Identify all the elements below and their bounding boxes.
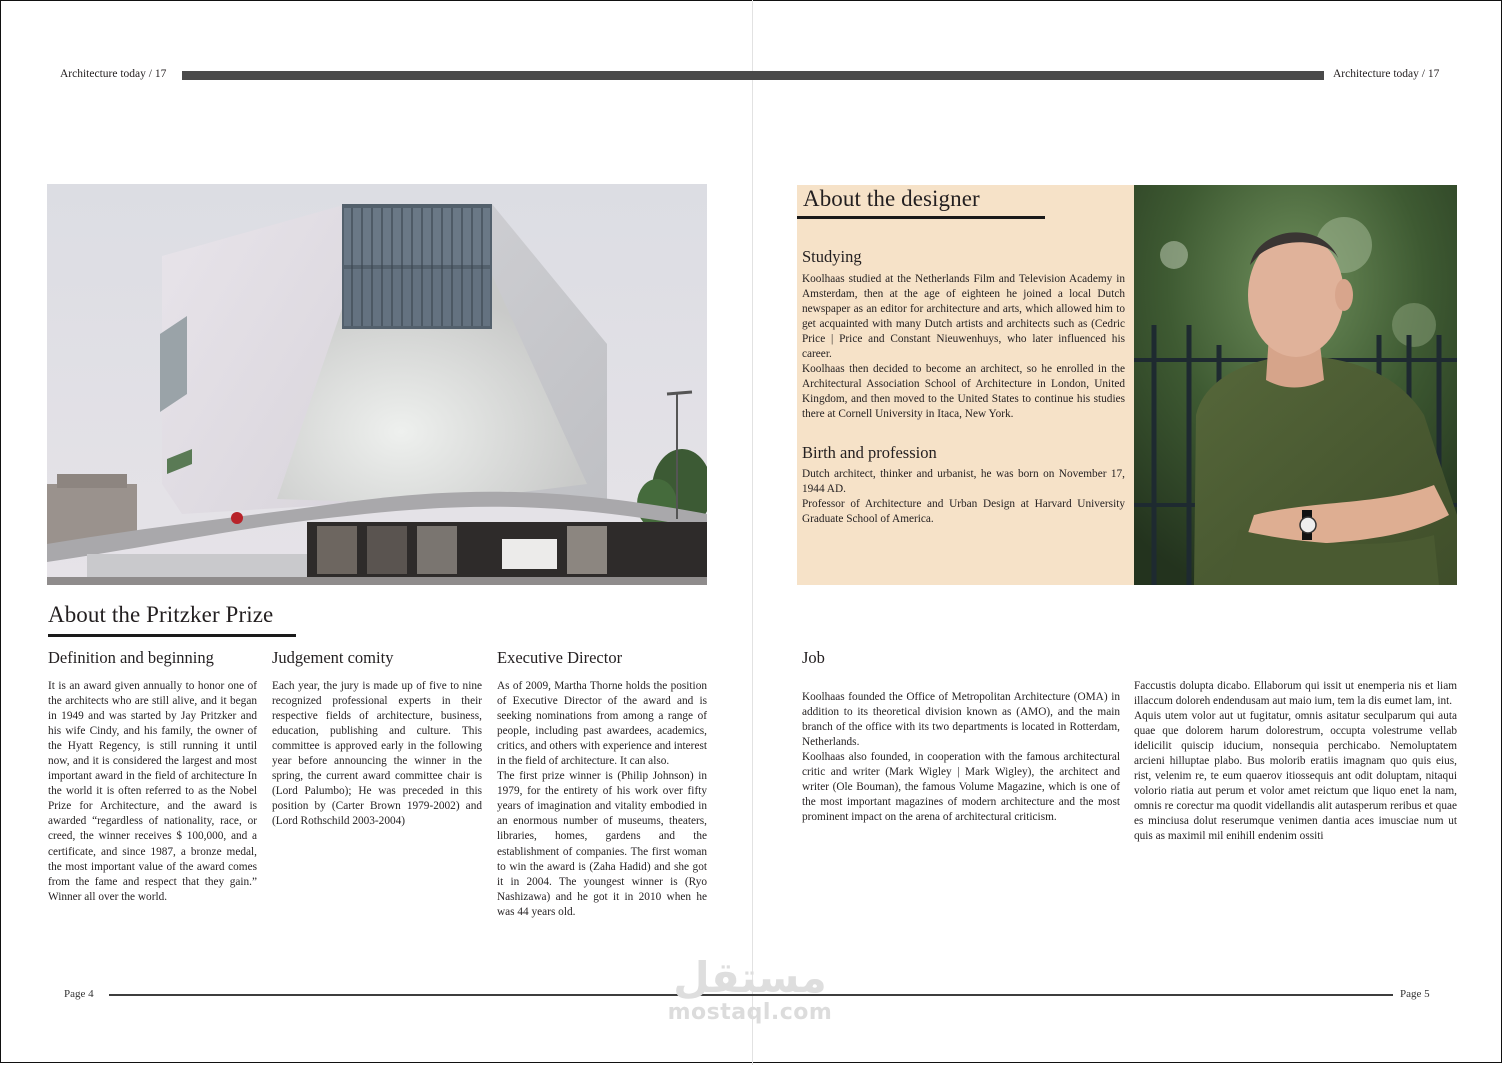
birth-profession-text bbox=[802, 467, 1125, 527]
watermark-arabic: مستقل bbox=[673, 953, 827, 1002]
judgement-text bbox=[272, 679, 482, 829]
paragraph: It is an award given annually to honor one of the architects who are still alive, and it began in 1949 and was started by Jay Pritzker and his wife Cindy, and his family, the owner of the Hyatt Regency, is still running it until now, and it is considered the largest and most important award in the field of architecture In the world it is often referred to as the Nobel Prize for Architecture, and the award is awarded “regardless of nationality, race, or creed, the winner receives $ 100,000, and a certificate, and since 1987, a bronze medal, the most important value of the award comes from the fame and respect that they gain.” Winner all over the world. bbox=[48, 680, 257, 903]
title-underline bbox=[48, 634, 296, 637]
executive-director-text bbox=[497, 679, 707, 920]
subhead-studying: Studying bbox=[802, 247, 862, 266]
watermark bbox=[640, 955, 860, 1045]
section-title-designer: About the designer bbox=[803, 186, 980, 211]
subhead-birth-profession: Birth and profession bbox=[802, 443, 937, 462]
subhead-definition: Definition and beginning bbox=[48, 648, 214, 667]
folio-left: Page 4 bbox=[64, 988, 94, 1000]
header-bar bbox=[182, 71, 1324, 80]
building-photo bbox=[47, 184, 707, 585]
job-text bbox=[802, 690, 1120, 825]
subhead-executive-director: Executive Director bbox=[497, 648, 623, 667]
running-head-right: Architecture today / 17 bbox=[1333, 68, 1440, 80]
designer-portrait-photo bbox=[1134, 185, 1457, 585]
paragraph: Dutch architect, thinker and urbanist, he was born on November 17, 1944 AD. bbox=[802, 468, 1125, 496]
paragraph: Koolhaas also founded, in cooperation with the famous architectural critic and writer (Mark Wigley | Mark Wigley), the architect and writer (Ole Bouman), the famous Volume Magazine, which is one of the most important magazines of modern architecture and the most prominent impact on the arena of architectural criticism. bbox=[802, 751, 1120, 824]
paragraph: The first prize winner is (Philip Johnson) in 1979, for the entirety of his work over fifty years of imagination and vitality embodied in an enormous number of museums, theaters, libraries, homes, gardens and the establishment of companies. The first woman to win the award is (Zaha Hadid) and she got it in 2004. The youngest winner is (Ryo Nashizawa) and he got it in 2010 when he was 44 years old. bbox=[497, 770, 707, 918]
paragraph: Koolhaas then decided to become an architect, so he enrolled in the Architectural Association School of Architecture in London, United Kingdom, and then moved to the United States to continue his studies there at Cornell University in Itaca, New York. bbox=[802, 363, 1125, 421]
footer-rule bbox=[109, 994, 1393, 996]
subhead-job: Job bbox=[802, 648, 825, 667]
paragraph: Koolhaas founded the Office of Metropolitan Architecture (OMA) in addition to its theoretical division known as (AMO), and the main branch of the office with its two departments is located in Rotterdam, Netherlands. bbox=[802, 691, 1120, 749]
folio-right: Page 5 bbox=[1400, 988, 1430, 1000]
definition-text bbox=[48, 679, 257, 905]
subhead-judgement: Judgement comity bbox=[272, 648, 394, 667]
watermark-latin: mostaql.com bbox=[667, 1000, 833, 1025]
studying-text bbox=[802, 272, 1125, 422]
paragraph: Faccustis dolupta dicabo. Ellaborum qui issit ut enemperia nis et liam illaccum doloreh endendusam aut maio ium, tem la dis eumet lam, int. bbox=[1134, 680, 1457, 708]
section-title-pritzker: About the Pritzker Prize bbox=[48, 602, 274, 627]
paragraph: Professor of Architecture and Urban Design at Harvard University Graduate School of America. bbox=[802, 498, 1125, 526]
paragraph: As of 2009, Martha Thorne holds the position of Executive Director of the award and is seeking nominations from among a range of people, including past awardees, academics, critics, and others with experience and interest in the field of architecture. It can also. bbox=[497, 680, 707, 768]
running-head-left: Architecture today / 17 bbox=[60, 68, 167, 80]
paragraph: Koolhaas studied at the Netherlands Film and Television Academy in Amsterdam, then at the age of eighteen he joined a local Dutch newspaper as an editor for architecture and arts, which allowed him to get acquainted with many Dutch artists and architects such as (Cedric Price | Price and Constant Nieuwenhuys, who later influenced his career. bbox=[802, 273, 1125, 361]
filler-text bbox=[1134, 679, 1457, 845]
paragraph: Each year, the jury is made up of five to nine recognized professional experts in their respective fields of architecture, business, education, publishing and culture. This committee is approved early in the following year before announcing the winner in the spring, the current award committee chair is (Lord Palumbo); He was preceded in this position by (Carter Brown 1979-2002) and (Lord Rothschild 2003-2004) bbox=[272, 680, 482, 828]
spread-gutter bbox=[752, 0, 753, 1065]
paragraph: Aquis utem volor aut ut fugitatur, omnis asitatur seculparum qui auta quae que dolorem harum dolorestrum, occupta volestrume vellab idelicilit quiscip iducium, nonsequia perchicabo. Nemoluptatem arcieni hilluptae plabo. Bus molorib eratiis imagnam quo quis eius, rist, velenim re, te eum quaerov itiossequis ant odit doluptam, nitaqui volorio riatia aut perum et volor amet reictum que liquo enet la nam, omnis re corectur ma quodit videllandis alit autasperum reribus et quae es minciusa dolut reserumque venimen dantia aces imusciae num ut quis as maximil mil enihill endenim ossiti bbox=[1134, 710, 1457, 843]
title-underline bbox=[797, 216, 1045, 219]
